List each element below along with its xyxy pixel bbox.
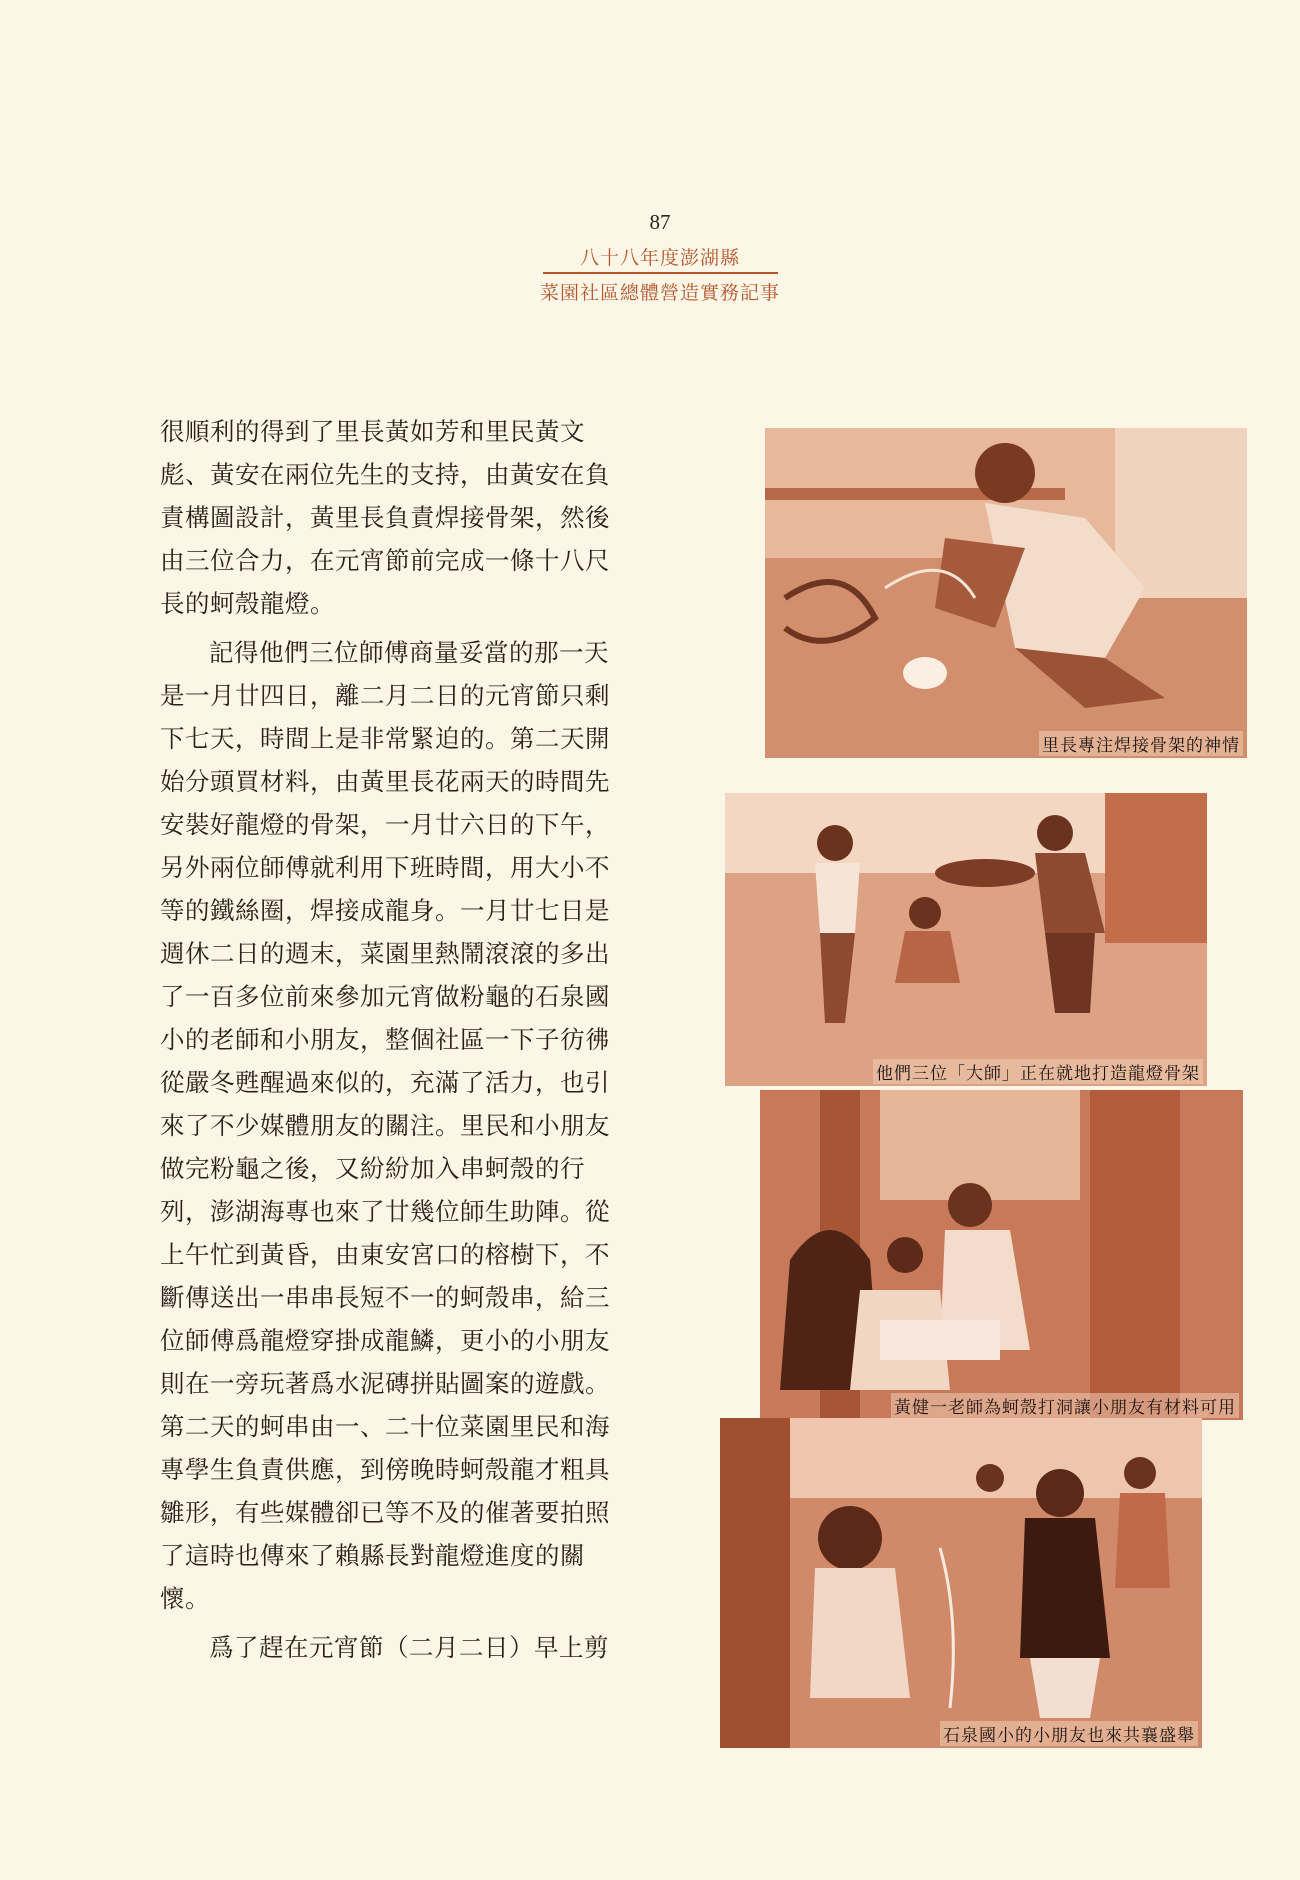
photo-frame-building-illustration [725,793,1207,1086]
photo-students [720,1418,1202,1748]
photo-welding [765,428,1247,758]
photo-welding-caption: 里長專注焊接骨架的神情 [1039,731,1243,756]
paragraph-1: 很順利的得到了里長黃如芳和里民黃文彪、黃安在兩位先生的支持，由黃安在負責構圖設計，黃里長負責焊接骨架，然後由三位合力，在元宵節前完成一條十八尺長的蚵殼龍燈。 [160,417,610,618]
photo-drilling-shells-caption: 黃健一老師為蚵殼打洞讓小朋友有材料可用 [891,1393,1239,1418]
paragraph-2: 記得他們三位師傅商量妥當的那一天是一月廿四日，離二月二日的元宵節只剩下七天，時間上是非常緊迫的。第二天開始分頭買材料，由黃里長花兩天的時間先安裝好龍燈的骨架，一月廿六日的下午，另外兩位師傅就利用下班時間，用大小不等的鐵絲圈，焊接成龍身。一月廿七日是週休二日的週末，菜園里熱鬧滾滾的多出了一百多位前來參加元宵做粉龜的石泉國小的老師和小朋友，整個社區一下子彷彿從嚴冬甦醒過來似的，充滿了活力，也引來了不少媒體朋友的關注。里民和小朋友做完粉龜之後，又紛紛加入串蚵殼的行列，澎湖海專也來了廿幾位師生助陣。從上午忙到黃昏，由東安宮口的榕樹下，不斷傳送出一串串長短不一的蚵殼串，給三位師傅爲龍燈穿掛成龍鱗，更小的小朋友則在一旁玩著爲水泥磚拼貼圖案的遊戲。第二天的蚵串由一、二十位菜園里民和海專學生負責供應，到傍晚時蚵殼龍才粗具雛形，有些媒體卻已等不及的催著要拍照了這時也傳來了賴縣長對龍燈進度的關懷。 [160,638,610,1613]
photo-frame-building [725,793,1207,1086]
running-header-rule [543,272,778,274]
photo-frame-building-caption: 他們三位「大師」正在就地打造龍燈骨架 [873,1059,1203,1084]
photo-welding-illustration [765,428,1247,758]
photo-drilling-shells [760,1090,1243,1420]
photo-students-caption: 石泉國小的小朋友也來共襄盛舉 [940,1721,1198,1746]
paragraph-3: 爲了趕在元宵節（二月二日）早上剪 [209,1633,609,1662]
running-header-line2: 菜園社區總體營造實務記事 [539,282,780,304]
photo-students-illustration [720,1418,1202,1748]
running-header-line1: 八十八年度澎湖縣 [579,247,740,269]
page-number: 87 [649,210,671,234]
body-text [160,410,630,1675]
photo-drilling-shells-illustration [760,1090,1243,1420]
